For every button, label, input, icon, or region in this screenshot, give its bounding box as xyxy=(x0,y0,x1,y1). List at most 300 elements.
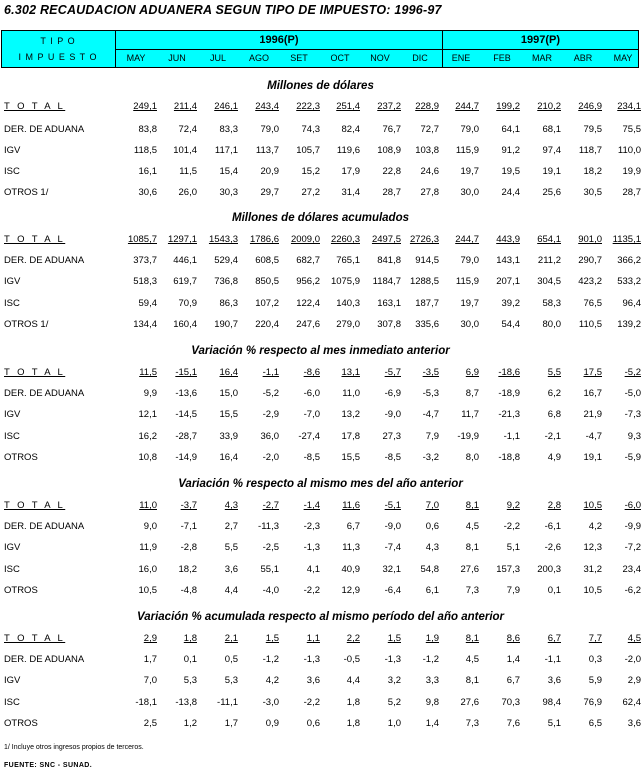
row-label: OTROS xyxy=(4,718,38,729)
table-cell: 2,2 xyxy=(346,633,360,644)
table-cell: 234,1 xyxy=(617,101,641,112)
table-cell: 2,5 xyxy=(143,718,157,729)
table-cell: 72,4 xyxy=(178,124,197,135)
table-cell: 97,4 xyxy=(542,145,561,156)
table-cell: -6,0 xyxy=(303,388,320,399)
table-cell: 1135,1 xyxy=(612,234,641,245)
table-cell: 54,4 xyxy=(501,319,520,330)
table-cell: 13,2 xyxy=(341,409,360,420)
table-cell: 4,4 xyxy=(224,585,238,596)
row-label: OTROS xyxy=(4,452,38,463)
table-cell: -2,5 xyxy=(262,542,279,553)
table-cell: 11,0 xyxy=(139,500,157,511)
table-cell: 251,4 xyxy=(336,101,360,112)
table-cell: 1085,7 xyxy=(127,234,157,245)
table-cell: -8,5 xyxy=(303,452,320,463)
table-cell: 4,3 xyxy=(224,500,238,511)
table-row xyxy=(0,166,641,180)
table-cell: 4,2 xyxy=(588,521,602,532)
table-cell: 11,7 xyxy=(461,409,479,420)
table-cell: 2260,3 xyxy=(330,234,360,245)
table-cell: -2,2 xyxy=(303,585,320,596)
table-cell: 1,2 xyxy=(183,718,197,729)
table-cell: 901,0 xyxy=(578,234,602,245)
table-cell: 110,0 xyxy=(617,145,641,156)
table-cell: 113,7 xyxy=(255,145,279,156)
table-cell: 27,6 xyxy=(460,564,479,575)
header-month: MAR xyxy=(532,53,552,63)
table-cell: 4,3 xyxy=(425,542,439,553)
table-cell: -2,2 xyxy=(303,697,320,708)
table-cell: 55,1 xyxy=(260,564,279,575)
table-cell: 8,1 xyxy=(465,675,479,686)
table-cell: 8,1 xyxy=(465,633,479,644)
table-cell: 0,6 xyxy=(425,521,439,532)
table-cell: 96,4 xyxy=(622,298,641,309)
header-month: SET xyxy=(290,53,308,63)
table-row xyxy=(0,585,641,599)
table-cell: 143,1 xyxy=(496,255,520,266)
table-cell: -6,2 xyxy=(624,585,641,596)
table-cell: 32,1 xyxy=(382,564,401,575)
table-cell: 249,1 xyxy=(133,101,157,112)
table-cell: 79,0 xyxy=(260,124,279,135)
table-cell: 1,4 xyxy=(506,654,520,665)
section-title: Variación % acumulada respecto al mismo período del año anterior xyxy=(136,611,505,623)
table-cell: 16,1 xyxy=(138,166,157,177)
table-cell: 1,7 xyxy=(224,718,238,729)
table-row xyxy=(0,431,641,445)
table-cell: 62,4 xyxy=(622,697,641,708)
table-cell: 304,5 xyxy=(537,276,561,287)
table-cell: 1,1 xyxy=(306,633,320,644)
table-cell: 12,9 xyxy=(341,585,360,596)
table-cell: -27,4 xyxy=(298,431,320,442)
header-month: AGO xyxy=(248,53,269,63)
table-cell: -7,1 xyxy=(180,521,197,532)
table-cell: -18,1 xyxy=(135,697,157,708)
table-cell: -1,1 xyxy=(503,431,520,442)
table-cell: 1,8 xyxy=(346,697,360,708)
header-year-1997: 1997(P) xyxy=(520,34,561,46)
table-cell: 10,5 xyxy=(583,500,602,511)
table-cell: 7,9 xyxy=(506,585,520,596)
table-cell: -8,6 xyxy=(303,367,320,378)
table-cell: 246,9 xyxy=(578,101,602,112)
table-cell: 5,5 xyxy=(224,542,238,553)
row-label: OTROS 1/ xyxy=(4,319,49,330)
footnote: 1/ Incluye otros ingresos propios de terceros. xyxy=(4,744,144,751)
table-cell: 211,4 xyxy=(173,101,197,112)
table-cell: 1297,1 xyxy=(167,234,197,245)
header-month: JUN xyxy=(168,53,186,63)
table-cell: 140,3 xyxy=(336,298,360,309)
header-month: JUL xyxy=(209,53,226,63)
table-cell: 30,6 xyxy=(138,187,157,198)
table-cell: 1,5 xyxy=(387,633,401,644)
table-row xyxy=(0,255,641,269)
table-cell: 200,3 xyxy=(537,564,561,575)
table-cell: 7,0 xyxy=(143,675,157,686)
table-cell: 20,9 xyxy=(260,166,279,177)
table-cell: 533,2 xyxy=(617,276,641,287)
table-cell: 6,7 xyxy=(506,675,520,686)
table-cell: 30,0 xyxy=(460,187,479,198)
table-cell: 70,9 xyxy=(178,298,197,309)
table-cell: 33,9 xyxy=(219,431,238,442)
row-label: OTROS xyxy=(4,585,38,596)
table-cell: 19,1 xyxy=(542,166,561,177)
table-cell: 10,5 xyxy=(138,585,157,596)
table-cell: 26,0 xyxy=(178,187,197,198)
table-cell: 64,1 xyxy=(501,124,520,135)
table-cell: -21,3 xyxy=(498,409,520,420)
table-cell: -18,8 xyxy=(498,452,520,463)
section-title: Variación % respecto al mes inmediato anterior xyxy=(191,345,450,357)
table-cell: 21,9 xyxy=(583,409,602,420)
table-cell: -5,2 xyxy=(624,367,641,378)
table-cell: 23,4 xyxy=(622,564,641,575)
table-cell: 5,1 xyxy=(547,718,561,729)
table-cell: 243,4 xyxy=(255,101,279,112)
table-cell: 5,3 xyxy=(224,675,238,686)
table-cell: 11,5 xyxy=(139,367,157,378)
table-cell: 207,1 xyxy=(496,276,520,287)
table-cell: 608,5 xyxy=(255,255,279,266)
table-cell: 244,7 xyxy=(455,101,479,112)
table-cell: 8,1 xyxy=(465,500,479,511)
table-cell: -7,0 xyxy=(303,409,320,420)
table-cell: -2,8 xyxy=(180,542,197,553)
table-cell: 4,5 xyxy=(627,633,641,644)
table-cell: -18,9 xyxy=(498,388,520,399)
row-label: T O T A L xyxy=(4,633,66,644)
table-cell: 529,4 xyxy=(214,255,238,266)
header-label-tipo: T I P O xyxy=(40,36,76,46)
header-month: ENE xyxy=(451,53,471,63)
table-row xyxy=(0,276,641,290)
header-month: NOV xyxy=(370,53,390,63)
table-cell: -4,0 xyxy=(262,585,279,596)
table-cell: 6,7 xyxy=(346,521,360,532)
table-cell: 6,9 xyxy=(465,367,479,378)
table-cell: -2,9 xyxy=(262,409,279,420)
table-cell: 0,1 xyxy=(183,654,197,665)
table-cell: 682,7 xyxy=(296,255,320,266)
row-label: DER. DE ADUANA xyxy=(4,255,85,266)
table-cell: 246,1 xyxy=(214,101,238,112)
table-cell: 956,2 xyxy=(296,276,320,287)
header-label-impuesto: I M P U E S T O xyxy=(18,52,98,62)
table-cell: 5,3 xyxy=(183,675,197,686)
table-cell: 654,1 xyxy=(537,234,561,245)
table-cell: -5,1 xyxy=(384,500,401,511)
table-cell: 17,9 xyxy=(341,166,360,177)
table-cell: 0,6 xyxy=(306,718,320,729)
table-cell: 5,9 xyxy=(588,675,602,686)
table-cell: 13,1 xyxy=(341,367,360,378)
table-cell: 91,2 xyxy=(501,145,520,156)
table-row xyxy=(0,542,641,556)
table-cell: 1786,6 xyxy=(249,234,279,245)
table-cell: 15,5 xyxy=(219,409,238,420)
table-cell: 335,6 xyxy=(415,319,439,330)
row-label: DER. DE ADUANA xyxy=(4,521,85,532)
table-cell: 1075,9 xyxy=(330,276,360,287)
table-cell: 1543,3 xyxy=(208,234,238,245)
table-cell: 15,5 xyxy=(341,452,360,463)
table-cell: -5,0 xyxy=(624,388,641,399)
table-cell: 122,4 xyxy=(296,298,320,309)
table-cell: -13,6 xyxy=(175,388,197,399)
table-row xyxy=(0,145,641,159)
total-row xyxy=(0,633,641,647)
table-cell: 16,0 xyxy=(138,564,157,575)
table-cell: -14,5 xyxy=(175,409,197,420)
table-cell: 76,5 xyxy=(583,298,602,309)
table-cell: 220,4 xyxy=(255,319,279,330)
table-cell: 105,7 xyxy=(296,145,320,156)
table-row xyxy=(0,319,641,333)
table-cell: 2726,3 xyxy=(409,234,439,245)
total-row xyxy=(0,500,641,514)
header-month: OCT xyxy=(330,53,350,63)
table-row xyxy=(0,388,641,402)
table-cell: 12,1 xyxy=(138,409,157,420)
table-cell: -4,7 xyxy=(585,431,602,442)
table-cell: 83,3 xyxy=(219,124,238,135)
table-cell: 307,8 xyxy=(377,319,401,330)
table-cell: 103,8 xyxy=(415,145,439,156)
table-cell: 8,6 xyxy=(506,633,520,644)
row-label: ISC xyxy=(4,431,20,442)
table-cell: 3,6 xyxy=(547,675,561,686)
table-cell: 423,2 xyxy=(578,276,602,287)
table-cell: 11,3 xyxy=(342,542,360,553)
table-cell: 4,2 xyxy=(265,675,279,686)
table-cell: -1,1 xyxy=(544,654,561,665)
table-row xyxy=(0,409,641,423)
table-row xyxy=(0,675,641,689)
table-cell: 3,6 xyxy=(306,675,320,686)
table-cell: 190,7 xyxy=(214,319,238,330)
table-cell: 187,7 xyxy=(415,298,439,309)
table-cell: 7,6 xyxy=(506,718,520,729)
table-cell: 31,4 xyxy=(341,187,360,198)
table-cell: 1184,7 xyxy=(372,276,401,287)
row-label: IGV xyxy=(4,409,21,420)
total-row xyxy=(0,101,641,115)
table-cell: 79,5 xyxy=(583,124,602,135)
table-cell: -2,2 xyxy=(503,521,520,532)
table-row xyxy=(0,187,641,201)
table-cell: 228,9 xyxy=(415,101,439,112)
table-cell: 914,5 xyxy=(415,255,439,266)
table-cell: 4,5 xyxy=(465,521,479,532)
table-cell: 115,9 xyxy=(455,276,479,287)
table-cell: 22,8 xyxy=(382,166,401,177)
table-cell: 211,2 xyxy=(537,255,561,266)
table-cell: 2,9 xyxy=(143,633,157,644)
table-cell: 30,0 xyxy=(460,319,479,330)
table-cell: -14,9 xyxy=(175,452,197,463)
table-cell: 11,0 xyxy=(342,388,360,399)
table-cell: 736,8 xyxy=(214,276,238,287)
table-cell: 8,7 xyxy=(465,388,479,399)
table-cell: 1288,5 xyxy=(409,276,439,287)
table-cell: 0,5 xyxy=(224,654,238,665)
table-cell: -1,2 xyxy=(422,654,439,665)
table-cell: 290,7 xyxy=(578,255,602,266)
row-label: DER. DE ADUANA xyxy=(4,654,85,665)
table-cell: 2,9 xyxy=(627,675,641,686)
table-cell: -1,3 xyxy=(303,654,320,665)
table-cell: 25,6 xyxy=(542,187,561,198)
table-cell: -2,6 xyxy=(544,542,561,553)
table-cell: 17,5 xyxy=(583,367,602,378)
table-cell: 11,5 xyxy=(179,166,197,177)
table-cell: -3,0 xyxy=(262,697,279,708)
table-cell: 8,1 xyxy=(465,542,479,553)
row-label: ISC xyxy=(4,298,20,309)
table-cell: 134,4 xyxy=(133,319,157,330)
table-cell: 28,7 xyxy=(622,187,641,198)
table-cell: 10,5 xyxy=(583,585,602,596)
table-cell: 118,5 xyxy=(133,145,157,156)
table-cell: 518,3 xyxy=(133,276,157,287)
table-cell: -1,3 xyxy=(384,654,401,665)
table-cell: 7,9 xyxy=(425,431,439,442)
table-cell: 850,5 xyxy=(255,276,279,287)
table-cell: 58,3 xyxy=(542,298,561,309)
table-cell: 9,0 xyxy=(143,521,157,532)
table-cell: 1,8 xyxy=(183,633,197,644)
row-label: ISC xyxy=(4,564,20,575)
table-cell: 9,3 xyxy=(627,431,641,442)
table-cell: 79,0 xyxy=(460,255,479,266)
table-cell: 2,7 xyxy=(224,521,238,532)
table-cell: -2,3 xyxy=(303,521,320,532)
table-cell: 366,2 xyxy=(617,255,641,266)
table-cell: 15,0 xyxy=(219,388,238,399)
table-cell: 237,2 xyxy=(377,101,401,112)
table-cell: -6,1 xyxy=(544,521,561,532)
table-cell: 31,2 xyxy=(583,564,602,575)
table-cell: 4,1 xyxy=(306,564,320,575)
table-cell: 12,3 xyxy=(583,542,602,553)
table-cell: -3,2 xyxy=(422,452,439,463)
table-row xyxy=(0,654,641,668)
table-cell: -5,9 xyxy=(624,452,641,463)
table-cell: 16,2 xyxy=(138,431,157,442)
row-label: T O T A L xyxy=(4,367,66,378)
table-cell: -28,7 xyxy=(175,431,197,442)
table-cell: 0,3 xyxy=(588,654,602,665)
table-cell: -15,1 xyxy=(175,367,197,378)
table-cell: 157,3 xyxy=(496,564,520,575)
table-cell: 16,4 xyxy=(219,367,238,378)
header-month: MAY xyxy=(613,53,633,63)
table-cell: -5,7 xyxy=(384,367,401,378)
table-cell: 107,2 xyxy=(255,298,279,309)
total-row xyxy=(0,367,641,381)
table-cell: 7,3 xyxy=(465,585,479,596)
table-row xyxy=(0,298,641,312)
table-cell: -4,8 xyxy=(180,585,197,596)
table-cell: 36,0 xyxy=(260,431,279,442)
table-cell: 76,7 xyxy=(382,124,401,135)
table-cell: -6,4 xyxy=(384,585,401,596)
section-title: Millones de dólares acumulados xyxy=(231,212,410,224)
table-cell: 28,7 xyxy=(382,187,401,198)
table-cell: 70,3 xyxy=(501,697,520,708)
table-cell: -2,0 xyxy=(624,654,641,665)
row-label: DER. DE ADUANA xyxy=(4,388,85,399)
table-cell: 18,2 xyxy=(178,564,197,575)
table-cell: 222,3 xyxy=(296,101,320,112)
row-label: ISC xyxy=(4,166,20,177)
table-cell: 110,5 xyxy=(578,319,602,330)
table-row xyxy=(0,564,641,578)
table-cell: 72,7 xyxy=(420,124,439,135)
table-cell: -5,2 xyxy=(262,388,279,399)
table-cell: 7,3 xyxy=(465,718,479,729)
table-cell: 27,6 xyxy=(460,697,479,708)
table-cell: 108,9 xyxy=(377,145,401,156)
row-label: T O T A L xyxy=(4,500,66,511)
table-cell: 841,8 xyxy=(377,255,401,266)
table-cell: 2,8 xyxy=(547,500,561,511)
table-cell: -5,3 xyxy=(422,388,439,399)
table-cell: 2,1 xyxy=(224,633,238,644)
table-cell: 1,7 xyxy=(143,654,157,665)
table-cell: 18,2 xyxy=(583,166,602,177)
table-cell: 446,1 xyxy=(173,255,197,266)
page-title: 6.302 RECAUDACION ADUANERA SEGUN TIPO DE IMPUESTO: 1996-97 xyxy=(4,3,442,17)
table-row xyxy=(0,697,641,711)
table-cell: 1,0 xyxy=(387,718,401,729)
table-cell: 74,3 xyxy=(301,124,320,135)
table-cell: 6,5 xyxy=(588,718,602,729)
table-cell: 1,9 xyxy=(425,633,439,644)
table-cell: -8,5 xyxy=(384,452,401,463)
table-cell: 619,7 xyxy=(173,276,197,287)
table-cell: 3,6 xyxy=(224,564,238,575)
table-cell: 1,5 xyxy=(265,633,279,644)
table-cell: 9,9 xyxy=(143,388,157,399)
table-cell: 68,1 xyxy=(542,124,561,135)
table-cell: 118,7 xyxy=(578,145,602,156)
table-cell: 101,4 xyxy=(173,145,197,156)
table-cell: 15,2 xyxy=(301,166,320,177)
total-row xyxy=(0,234,641,248)
table-cell: -2,7 xyxy=(262,500,279,511)
table-cell: 80,0 xyxy=(542,319,561,330)
table-cell: -9,9 xyxy=(624,521,641,532)
table-cell: 0,9 xyxy=(265,718,279,729)
table-cell: -9,0 xyxy=(384,409,401,420)
table-cell: -1,4 xyxy=(303,500,320,511)
table-row xyxy=(0,521,641,535)
table-cell: 119,6 xyxy=(336,145,360,156)
header-month: DIC xyxy=(412,53,428,63)
row-label: DER. DE ADUANA xyxy=(4,124,85,135)
table-cell: 54,8 xyxy=(420,564,439,575)
table-cell: 11,6 xyxy=(342,500,360,511)
table-cell: 279,0 xyxy=(336,319,360,330)
table-cell: 2497,5 xyxy=(371,234,401,245)
table-cell: 247,6 xyxy=(296,319,320,330)
